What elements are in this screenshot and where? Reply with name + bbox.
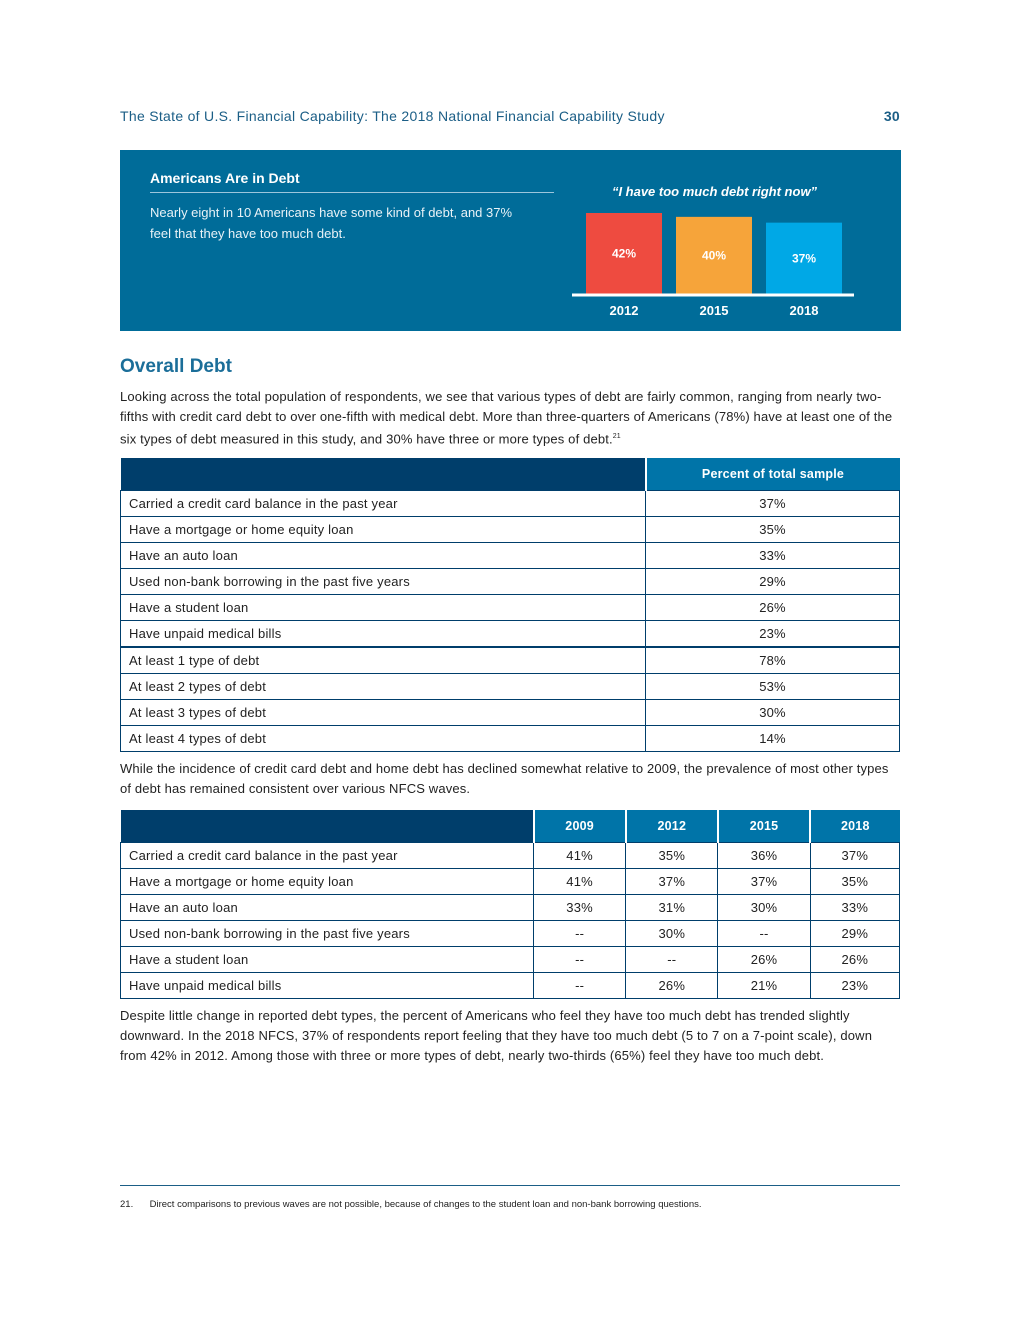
row-label: At least 1 type of debt: [121, 647, 646, 674]
cell-value: 37%: [810, 843, 899, 869]
callout-box: [120, 150, 901, 331]
table-row: [121, 647, 900, 674]
row-value: 33%: [646, 543, 900, 569]
cell-value: 30%: [626, 921, 718, 947]
x-tick-label: 2012: [609, 303, 639, 318]
row-label: Have a student loan: [121, 595, 646, 621]
debt-by-year-table: [120, 810, 900, 999]
row-value: 30%: [646, 700, 900, 726]
table-row: [121, 869, 900, 895]
table-row: [121, 921, 900, 947]
row-label: Used non-bank borrowing in the past five years: [121, 921, 534, 947]
cell-value: 30%: [718, 895, 810, 921]
row-value: 37%: [646, 491, 900, 517]
cell-value: 26%: [718, 947, 810, 973]
footnote-ref: 21: [612, 433, 621, 440]
row-label: Have a student loan: [121, 947, 534, 973]
row-label: Used non-bank borrowing in the past five years: [121, 569, 646, 595]
cell-value: 35%: [626, 843, 718, 869]
cell-value: --: [626, 947, 718, 973]
section-title: Overall Debt: [120, 356, 232, 377]
paragraph-trend: While the incidence of credit card debt and home debt has declined somewhat relative to 2009, the prevalence of most other types of debt has remained consistent over various NFCS waves.: [120, 761, 889, 796]
cell-value: 21%: [718, 973, 810, 999]
row-value: 14%: [646, 726, 900, 752]
row-value: 78%: [646, 647, 900, 674]
row-label: Have unpaid medical bills: [121, 973, 534, 999]
paragraph-conclusion: Despite little change in reported debt types, the percent of Americans who feel they have too much debt has trended slightly downward. In the 2018 NFCS, 37% of respondents report feeling that they have too much debt (5 to 7 on a 7-point scale), down from 42% in 2012. Among those with three or more types of debt, nearly two-thirds (65%) feel they have too much debt.: [120, 1008, 873, 1063]
table-corner: [121, 458, 646, 491]
cell-value: 37%: [626, 869, 718, 895]
cell-value: --: [718, 921, 810, 947]
cell-value: 26%: [626, 973, 718, 999]
footnote: [120, 1199, 702, 1210]
table-row: [121, 595, 900, 621]
row-label: Have an auto loan: [121, 895, 534, 921]
column-header-year: 2015: [718, 810, 810, 843]
paragraph-overall-debt: [120, 387, 900, 449]
row-value: 23%: [646, 621, 900, 648]
data-label: 37%: [791, 251, 817, 266]
cell-value: 23%: [810, 973, 899, 999]
debt-types-table: [120, 458, 900, 752]
row-label: At least 3 types of debt: [121, 700, 646, 726]
paragraph-text: Looking across the total population of respondents, we see that various types of debt are fairly common, ranging from nearly two-fifths with credit card debt to over one-fifth with medical debt. More than three-quarters of Americans (78%) have at least one of the six types of debt measured in this study, and 30% have three or more types of debt.: [120, 389, 893, 447]
table-row: [121, 947, 900, 973]
table-row: [121, 517, 900, 543]
footnote-divider: [120, 1185, 900, 1186]
row-label: Have unpaid medical bills: [121, 621, 646, 648]
row-label: At least 4 types of debt: [121, 726, 646, 752]
table-row: [121, 726, 900, 752]
footnote-text: Direct comparisons to previous waves are not possible, because of changes to the student loan and non-bank borrowing questions.: [149, 1199, 702, 1210]
cell-value: 29%: [810, 921, 899, 947]
page-number: 30: [883, 108, 900, 124]
data-label: 40%: [701, 248, 727, 263]
cell-value: 41%: [534, 843, 626, 869]
x-tick-label: 2018: [789, 303, 819, 318]
cell-value: 31%: [626, 895, 718, 921]
table-corner: [121, 810, 534, 843]
chart-title: “I have too much debt right now”: [611, 184, 818, 199]
cell-value: 33%: [810, 895, 899, 921]
callout-text: Nearly eight in 10 Americans have some kind of debt, and 37% feel that they have too much debt.: [150, 205, 513, 241]
column-header-percent: Percent of total sample: [646, 458, 900, 491]
table-row: [121, 843, 900, 869]
cell-value: 37%: [718, 869, 810, 895]
page-header: [120, 108, 900, 128]
row-value: 35%: [646, 517, 900, 543]
x-tick-label: 2015: [699, 303, 729, 318]
table-row: [121, 569, 900, 595]
row-value: 29%: [646, 569, 900, 595]
document-title: The State of U.S. Financial Capability: The 2018 National Financial Capability Study: [120, 108, 665, 124]
cell-value: 41%: [534, 869, 626, 895]
table-row: [121, 491, 900, 517]
cell-value: --: [534, 947, 626, 973]
row-value: 26%: [646, 595, 900, 621]
column-header-year: 2012: [626, 810, 718, 843]
row-value: 53%: [646, 674, 900, 700]
row-label: Carried a credit card balance in the past year: [121, 843, 534, 869]
table-row: [121, 674, 900, 700]
row-label: Have a mortgage or home equity loan: [121, 517, 646, 543]
table-row: [121, 543, 900, 569]
column-header-year: 2009: [534, 810, 626, 843]
row-label: At least 2 types of debt: [121, 674, 646, 700]
cell-value: 33%: [534, 895, 626, 921]
column-header-year: 2018: [810, 810, 899, 843]
cell-value: 35%: [810, 869, 899, 895]
table-row: [121, 973, 900, 999]
row-label: Have a mortgage or home equity loan: [121, 869, 534, 895]
footnote-number: 21.: [120, 1199, 134, 1210]
row-label: Have an auto loan: [121, 543, 646, 569]
cell-value: 36%: [718, 843, 810, 869]
cell-value: 26%: [810, 947, 899, 973]
table-row: [121, 895, 900, 921]
cell-value: --: [534, 921, 626, 947]
debt-bar-chart: [560, 210, 860, 320]
row-label: Carried a credit card balance in the past year: [121, 491, 646, 517]
cell-value: --: [534, 973, 626, 999]
data-label: 42%: [611, 246, 637, 261]
callout-title: Americans Are in Debt: [150, 170, 554, 193]
table-row: [121, 621, 900, 648]
table-row: [121, 700, 900, 726]
